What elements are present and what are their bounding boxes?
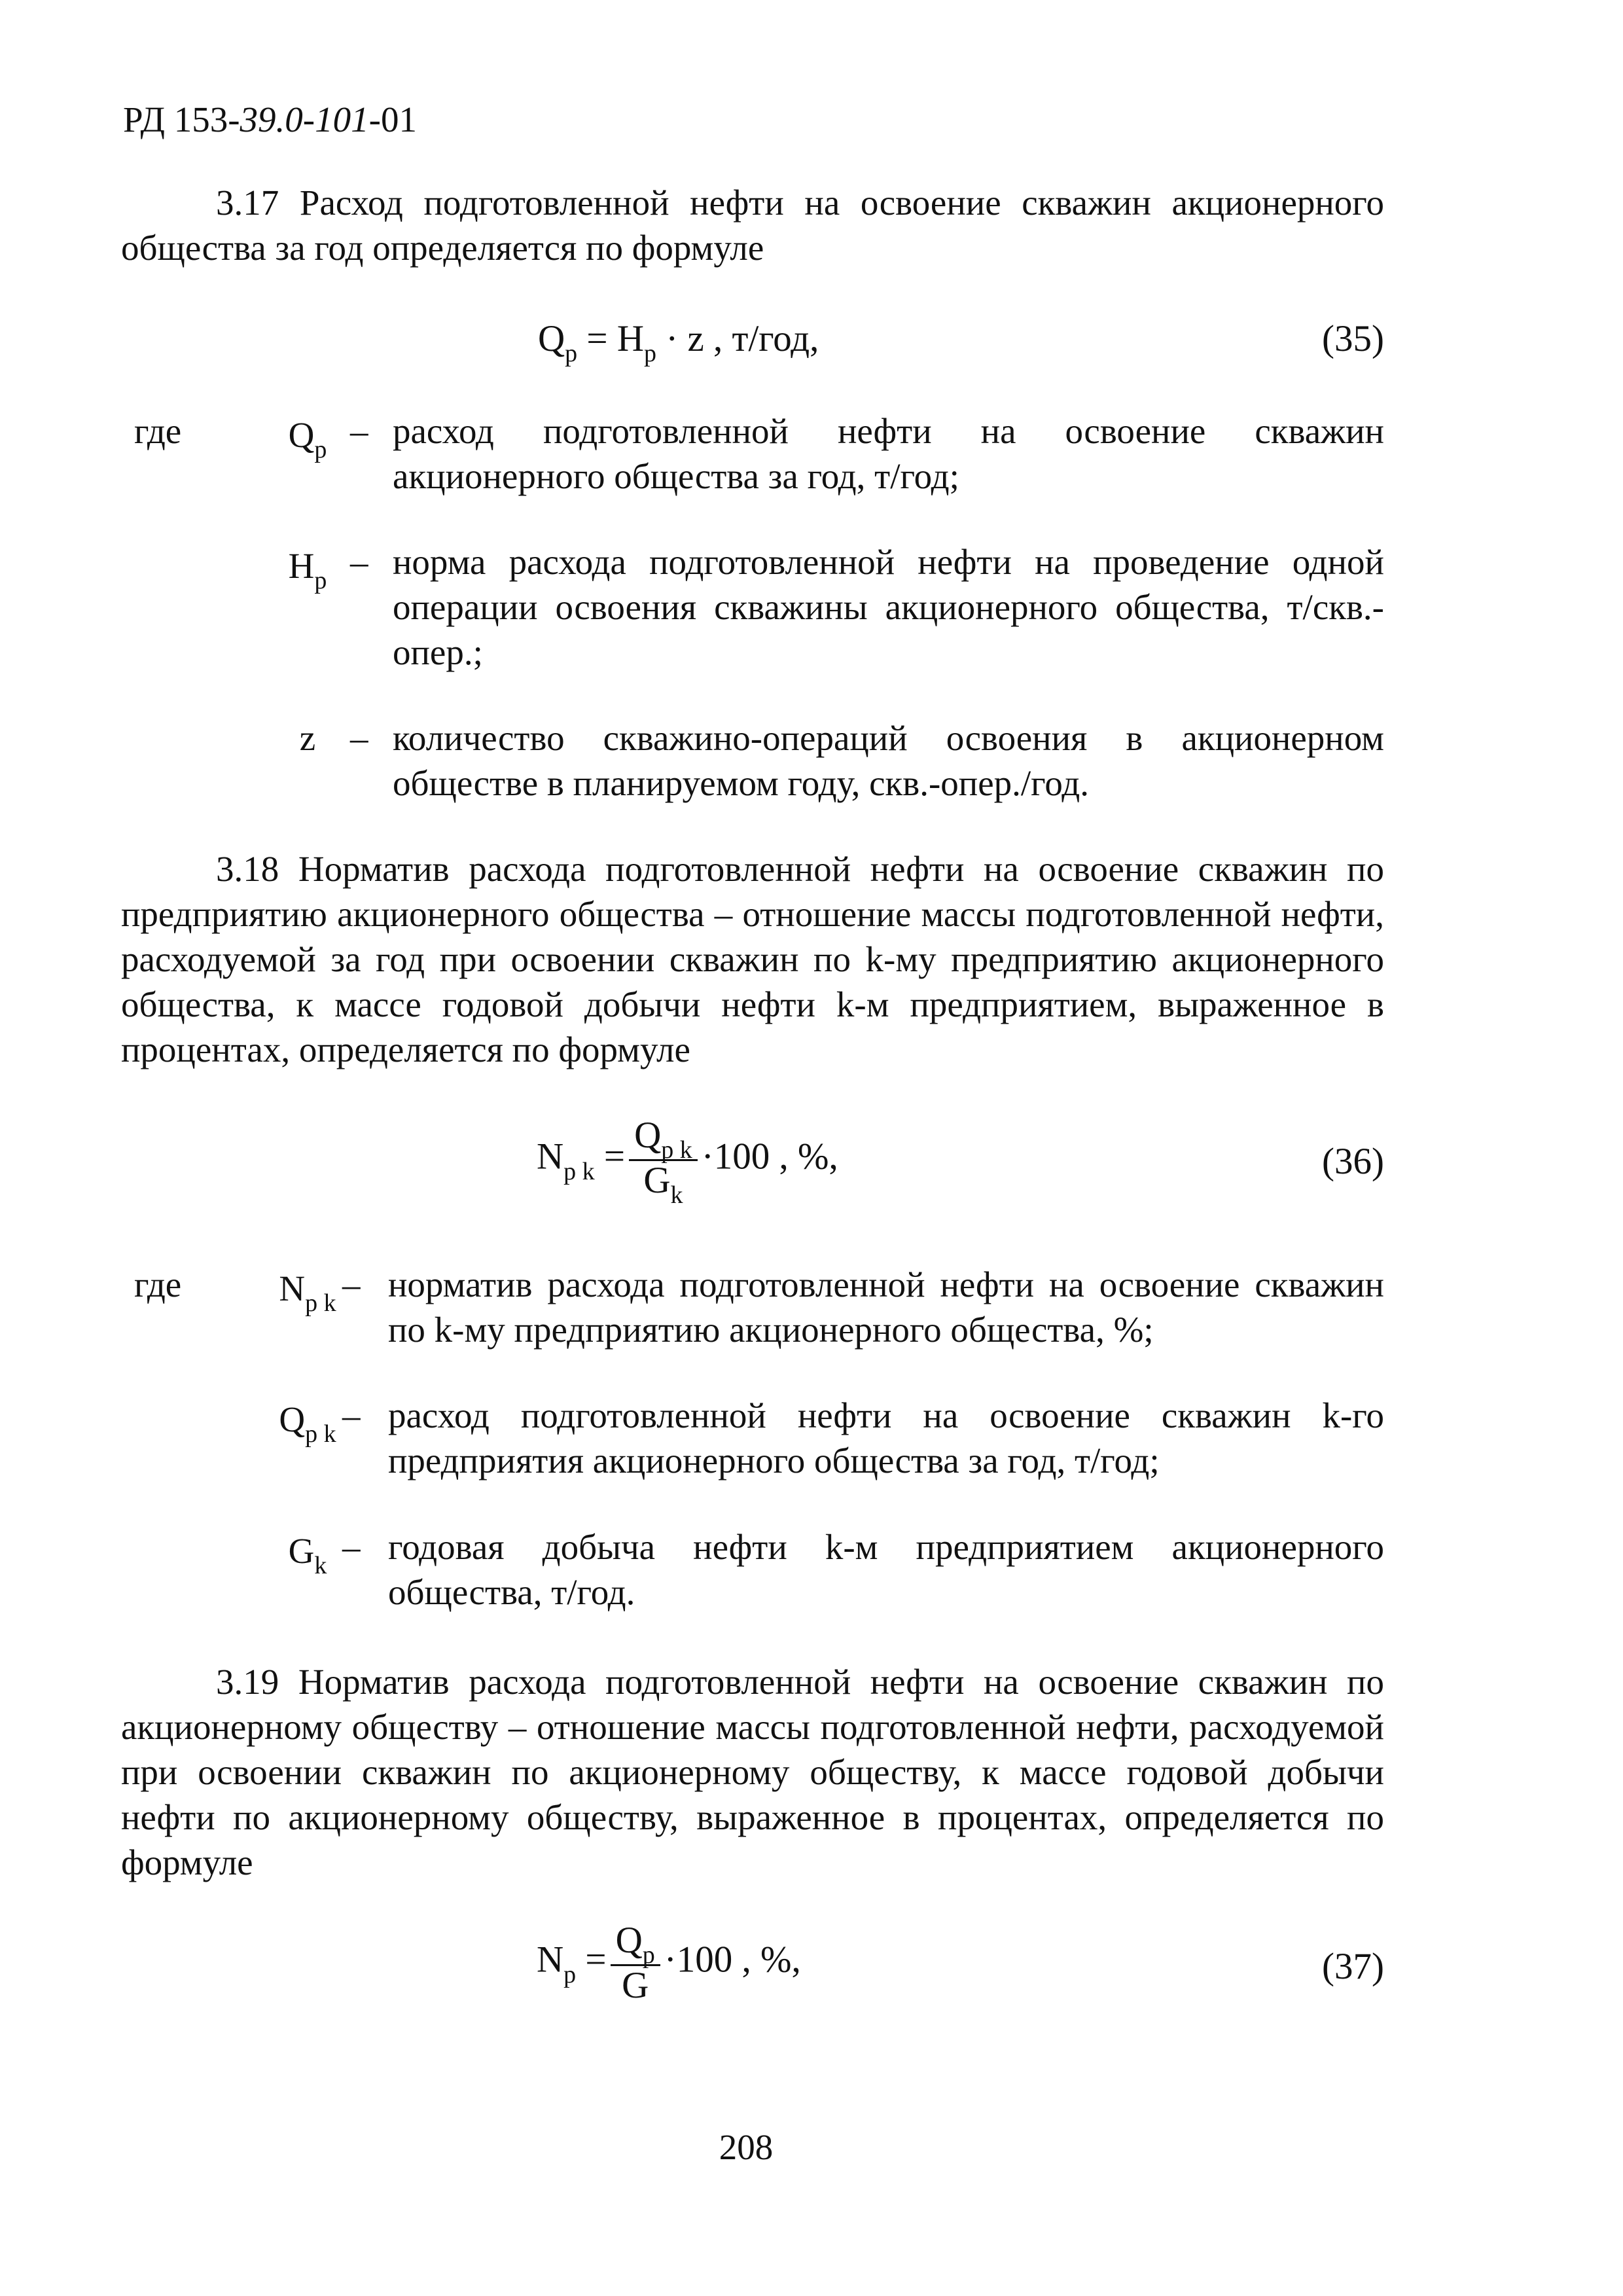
definition-dash: – (350, 542, 368, 582)
definition-symbol: $Q_{р k}$ (279, 1399, 336, 1448)
definition-text: норматив расхода подготовленной нефти на освоение скважин по k-му предприятию акционерного общества, %; (388, 1265, 1384, 1350)
paragraph-3-18: 3.18 Норматив расхода подготовленной нефти на освоение скважин по предприятию акционерного общества – отношение массы подготовленной нефти, расходуемой за год при освоении скважин по k-му предприятию акционерного общества, к массе годовой добычи нефти k-м предприятием, выраженное в процентах, определяется по формуле (121, 849, 1384, 1069)
definition-text: количество скважино-операций освоения в акционерном обществе в планируемом году, скв.-опер./год. (393, 718, 1384, 803)
definition-dash: – (342, 1527, 361, 1567)
definition-symbol: $N_{р k}$ (279, 1268, 336, 1317)
definition-dash: – (350, 718, 368, 758)
equation-number-37: (37) (1322, 1946, 1384, 1987)
equation-number-36: (36) (1322, 1141, 1384, 1182)
document-code: РД 153-39.0-101-01 (123, 99, 417, 139)
definition-dash: – (350, 411, 368, 451)
definition-text: годовая добыча нефти k-м предприятием акционерного общества, т/год. (388, 1527, 1384, 1612)
fraction-numerator: $Q_р$ (611, 1921, 660, 1966)
definition-symbol: $Q_р$ (288, 415, 327, 463)
formula-37: $N_р$ = $\frac{Q_р}{G}$ ·100 , %, (537, 1920, 801, 2006)
paragraph-3-19: 3.19 Норматив расхода подготовленной нефти на освоение скважин по акционерному обществу – отношение массы подготовленной нефти, расходуемой при освоении скважин по акционерному обществу, к массе годовой добычи нефти по акционерному обществу, выраженное в процентах, определяется по формуле (121, 1662, 1384, 1882)
paragraph-3-17: 3.17 Расход подготовленной нефти на освоение скважин акционерного общества за год определяется по формуле (121, 183, 1384, 268)
definition-text: норма расхода подготовленной нефти на проведение одной операции освоения скважины акционерного общества, т/скв.-опер.; (393, 542, 1384, 672)
equation-number-35: (35) (1322, 318, 1384, 359)
formula-35: $Q_р = Н_р \cdot z$ , т/год, (538, 318, 819, 367)
definition-text: расход подготовленной нефти на освоение скважин акционерного общества за год, т/год; (393, 411, 1384, 496)
handwritten-code: 39.0-101 (240, 99, 369, 139)
definition-symbol: $G_k$ (288, 1531, 327, 1579)
where-label: где (134, 1265, 182, 1304)
definition-dash: – (342, 1265, 361, 1304)
definition-symbol: z (299, 718, 316, 758)
definition-text: расход подготовленной нефти на освоение скважин k-го предприятия акционерного общества за год, т/год; (388, 1395, 1384, 1480)
page-number: 208 (719, 2127, 774, 2167)
where-label: где (134, 411, 182, 451)
formula-36: $N_{р k}$ = $\frac{Q_{р k}}{G_k}$ ·100 , %, (537, 1115, 838, 1209)
fraction-denominator: $G_k$ (643, 1160, 683, 1209)
definition-symbol: $Н_р$ (288, 546, 327, 594)
fraction-numerator: $Q_{р k}$ (629, 1116, 698, 1161)
fraction-denominator: G (622, 1965, 649, 2006)
definition-dash: – (342, 1395, 361, 1435)
